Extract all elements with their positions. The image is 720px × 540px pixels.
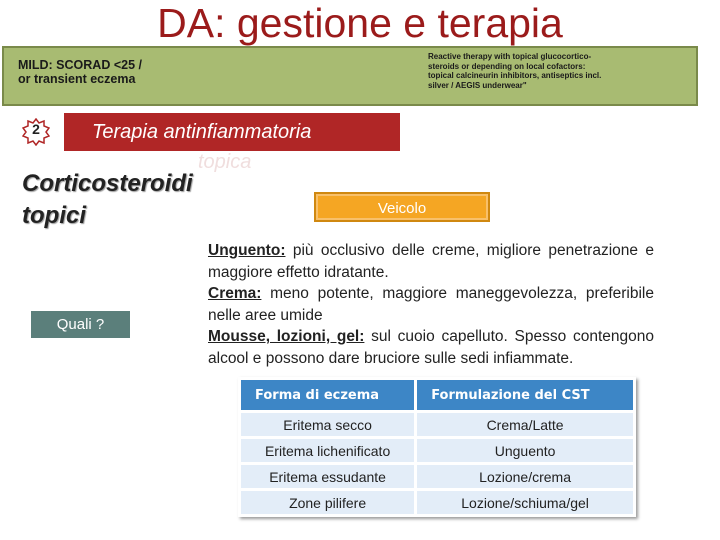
term-crema: Crema: <box>208 285 262 302</box>
mild-line-1: MILD: SCORAD <25 / <box>18 58 142 72</box>
table-row <box>240 438 635 464</box>
table-cell: Crema/Latte <box>416 412 635 438</box>
term-unguento: Unguento: <box>208 242 286 259</box>
table-header-row <box>240 379 635 412</box>
cst-heading <box>22 168 193 232</box>
slide-title: DA: gestione e terapia <box>157 0 563 46</box>
mild-severity-label <box>18 58 142 86</box>
cst-heading-line-1: Corticosteroidi <box>22 170 193 197</box>
desc-mousse: sul cuoio capelluto. Spesso contengono alcool e possono dare bruciore sulle sedi infiammate. <box>208 328 654 367</box>
desc-crema: meno potente, maggiore maneggevolezza, preferibile nelle aree umide <box>208 285 654 324</box>
section-header-label: Terapia antinfiammatoria <box>92 121 312 143</box>
section-header-overflow: topica <box>198 151 252 173</box>
mild-banner <box>2 46 698 106</box>
vehicle-description <box>208 240 654 369</box>
mild-therapy-text <box>428 52 698 90</box>
therapy-line-3: topical calcineurin inhibitors, antiseptics incl. <box>428 71 602 80</box>
term-mousse: Mousse, lozioni, gel: <box>208 328 365 345</box>
formulation-table <box>238 377 636 517</box>
table-cell: Eritema lichenificato <box>240 438 416 464</box>
step-number: 2 <box>32 121 40 137</box>
therapy-line-4: silver / AEGIS underwear" <box>428 80 527 90</box>
table-header-formulazione: Formulazione del CST <box>416 379 635 412</box>
table-row <box>240 464 635 490</box>
table-header-forma: Forma di eczema <box>240 379 416 412</box>
table-cell: Zone pilifere <box>240 490 416 516</box>
quali-button[interactable]: Quali ? <box>31 311 130 338</box>
cst-heading-line-2: topici <box>22 202 86 229</box>
table-row <box>240 490 635 516</box>
table-cell: Eritema essudante <box>240 464 416 490</box>
table-cell: Lozione/schiuma/gel <box>416 490 635 516</box>
therapy-line-1: Reactive therapy with topical glucocortico- <box>428 52 592 61</box>
mild-line-2: or transient eczema <box>18 72 136 86</box>
table-cell: Unguento <box>416 438 635 464</box>
table-cell: Lozione/crema <box>416 464 635 490</box>
table-row <box>240 412 635 438</box>
desc-unguento: più occlusivo delle creme, migliore penetrazione e maggiore effetto idratante. <box>208 242 654 281</box>
table-cell: Eritema secco <box>240 412 416 438</box>
veicolo-button[interactable]: Veicolo <box>314 192 490 222</box>
therapy-line-2: steroids or depending on local cofactors: <box>428 61 586 71</box>
